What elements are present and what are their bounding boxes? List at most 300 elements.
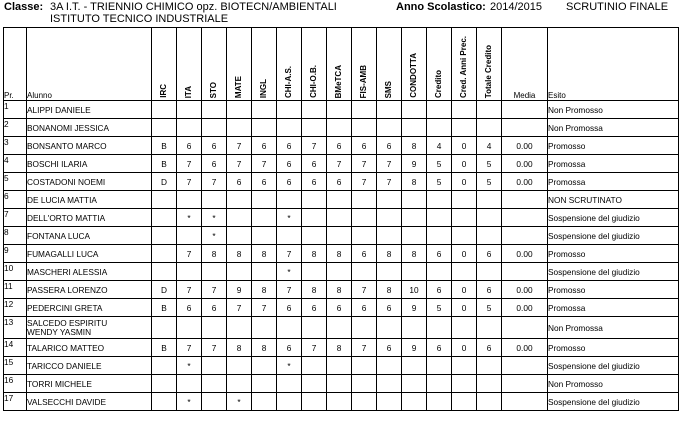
student-number: 1: [4, 101, 27, 119]
mark-cell: [152, 101, 177, 119]
mark-cell: *: [227, 393, 252, 411]
col-chi-ob: CHI-O.B.: [302, 28, 327, 101]
media-cell: [502, 375, 548, 393]
mark-cell: D: [152, 173, 177, 191]
classe-label: Classe:: [4, 1, 44, 13]
mark-cell: 6: [477, 245, 502, 263]
mark-cell: 6: [177, 137, 202, 155]
mark-cell: B: [152, 299, 177, 317]
student-name: PASSERA LORENZO: [27, 281, 152, 299]
col-bmetca: BMeTCA: [327, 28, 352, 101]
mark-cell: B: [152, 155, 177, 173]
mark-cell: 8: [377, 245, 402, 263]
student-row: [4, 299, 679, 317]
mark-cell: 7: [352, 339, 377, 357]
mark-cell: [452, 227, 477, 245]
student-name: FONTANA LUCA: [27, 227, 152, 245]
mark-cell: [427, 227, 452, 245]
mark-cell: 6: [277, 173, 302, 191]
mark-cell: [227, 209, 252, 227]
mark-cell: 8: [302, 245, 327, 263]
mark-cell: *: [277, 209, 302, 227]
mark-cell: B: [152, 137, 177, 155]
mark-cell: [227, 375, 252, 393]
mark-cell: [477, 209, 502, 227]
student-number: 4: [4, 155, 27, 173]
student-number: 9: [4, 245, 27, 263]
student-name: BONSANTO MARCO: [27, 137, 152, 155]
mark-cell: [277, 191, 302, 209]
mark-cell: 6: [252, 173, 277, 191]
col-ingl: INGL: [252, 28, 277, 101]
mark-cell: 7: [352, 155, 377, 173]
mark-cell: [427, 375, 452, 393]
mark-cell: [452, 119, 477, 137]
mark-cell: 9: [402, 299, 427, 317]
mark-cell: 6: [277, 137, 302, 155]
student-name: COSTADONI NOEMI: [27, 173, 152, 191]
mark-cell: [352, 119, 377, 137]
mark-cell: [352, 357, 377, 375]
mark-cell: [477, 375, 502, 393]
mark-cell: B: [152, 339, 177, 357]
esito-cell: Sospensione del giudizio: [548, 227, 679, 245]
mark-cell: [452, 101, 477, 119]
mark-cell: [252, 317, 277, 339]
media-cell: [502, 119, 548, 137]
esito-cell: Promossa: [548, 299, 679, 317]
mark-cell: 6: [377, 137, 402, 155]
mark-cell: [452, 317, 477, 339]
mark-cell: 6: [477, 281, 502, 299]
mark-cell: [252, 101, 277, 119]
mark-cell: [302, 101, 327, 119]
mark-cell: *: [177, 393, 202, 411]
mark-cell: 0: [452, 155, 477, 173]
mark-cell: [402, 191, 427, 209]
mark-cell: 7: [227, 299, 252, 317]
mark-cell: [352, 209, 377, 227]
mark-cell: 8: [252, 339, 277, 357]
mark-cell: [377, 317, 402, 339]
mark-cell: 6: [302, 299, 327, 317]
istituto-name: ISTITUTO TECNICO INDUSTRIALE: [50, 13, 229, 25]
mark-cell: 8: [327, 245, 352, 263]
student-row: [4, 339, 679, 357]
mark-cell: 6: [227, 173, 252, 191]
mark-cell: [277, 101, 302, 119]
mark-cell: 6: [277, 299, 302, 317]
student-name-line2: WENDY YASMIN: [27, 326, 92, 337]
student-name: TARICCO DANIELE: [27, 357, 152, 375]
col-ita: ITA: [177, 28, 202, 101]
col-mate: MATE: [227, 28, 252, 101]
col-fis-amb: FIS-AMB: [352, 28, 377, 101]
student-number: 6: [4, 191, 27, 209]
col-cred-anni-prec: Cred. Anni Prec.: [452, 28, 477, 101]
mark-cell: 7: [202, 281, 227, 299]
mark-cell: 7: [277, 281, 302, 299]
mark-cell: [352, 317, 377, 339]
student-row: [4, 101, 679, 119]
mark-cell: [177, 119, 202, 137]
mark-cell: [327, 317, 352, 339]
mark-cell: 7: [202, 339, 227, 357]
student-number: 8: [4, 227, 27, 245]
report-header: [0, 0, 681, 28]
esito-cell: Sospensione del giudizio: [548, 263, 679, 281]
mark-cell: 6: [427, 245, 452, 263]
mark-cell: [152, 263, 177, 281]
classe-value: 3A I.T. - TRIENNIO CHIMICO opz. BIOTECN/AMBIENTALI: [50, 1, 337, 13]
student-name-line1: SALCEDO ESPIRITU: [27, 317, 108, 328]
mark-cell: 7: [377, 173, 402, 191]
student-row: [4, 357, 679, 375]
mark-cell: [477, 393, 502, 411]
header-row: [4, 28, 679, 101]
mark-cell: [302, 119, 327, 137]
mark-cell: [377, 357, 402, 375]
mark-cell: [427, 357, 452, 375]
mark-cell: [252, 393, 277, 411]
mark-cell: 7: [277, 245, 302, 263]
mark-cell: 7: [227, 155, 252, 173]
mark-cell: 8: [402, 173, 427, 191]
mark-cell: [377, 393, 402, 411]
mark-cell: 6: [352, 245, 377, 263]
mark-cell: [477, 357, 502, 375]
mark-cell: [327, 119, 352, 137]
report-title: SCRUTINIO FINALE: [566, 1, 669, 13]
media-cell: [502, 227, 548, 245]
mark-cell: [327, 101, 352, 119]
mark-cell: 7: [177, 339, 202, 357]
mark-cell: 7: [352, 281, 377, 299]
student-name: VALSECCHI DAVIDE: [27, 393, 152, 411]
mark-cell: [352, 227, 377, 245]
mark-cell: [177, 317, 202, 339]
mark-cell: [152, 245, 177, 263]
mark-cell: [477, 263, 502, 281]
mark-cell: [252, 119, 277, 137]
mark-cell: [352, 393, 377, 411]
mark-cell: [302, 357, 327, 375]
mark-cell: [427, 101, 452, 119]
mark-cell: 6: [377, 339, 402, 357]
mark-cell: [177, 191, 202, 209]
student-number: 2: [4, 119, 27, 137]
student-row: [4, 173, 679, 191]
mark-cell: [477, 191, 502, 209]
mark-cell: [377, 263, 402, 281]
student-row: [4, 137, 679, 155]
mark-cell: 7: [302, 339, 327, 357]
mark-cell: 6: [302, 155, 327, 173]
mark-cell: 6: [277, 339, 302, 357]
mark-cell: [277, 227, 302, 245]
mark-cell: [202, 393, 227, 411]
mark-cell: 6: [202, 299, 227, 317]
mark-cell: [377, 191, 402, 209]
mark-cell: [377, 375, 402, 393]
student-name: MASCHERI ALESSIA: [27, 263, 152, 281]
mark-cell: [352, 263, 377, 281]
mark-cell: D: [152, 281, 177, 299]
mark-cell: 5: [477, 155, 502, 173]
mark-cell: [177, 101, 202, 119]
mark-cell: 0: [452, 339, 477, 357]
mark-cell: 6: [277, 155, 302, 173]
mark-cell: 7: [177, 173, 202, 191]
esito-cell: Non Promossa: [548, 317, 679, 339]
mark-cell: 4: [477, 137, 502, 155]
mark-cell: 6: [302, 173, 327, 191]
esito-cell: Sospensione del giudizio: [548, 209, 679, 227]
esito-cell: Promossa: [548, 155, 679, 173]
mark-cell: [227, 357, 252, 375]
mark-cell: [277, 317, 302, 339]
mark-cell: 10: [402, 281, 427, 299]
media-cell: [502, 317, 548, 339]
mark-cell: 6: [352, 137, 377, 155]
student-rows: [4, 101, 679, 411]
mark-cell: [402, 357, 427, 375]
mark-cell: 0: [452, 281, 477, 299]
mark-cell: [377, 101, 402, 119]
mark-cell: 8: [252, 281, 277, 299]
mark-cell: [452, 191, 477, 209]
esito-cell: Promosso: [548, 245, 679, 263]
mark-cell: 5: [477, 299, 502, 317]
mark-cell: [427, 317, 452, 339]
mark-cell: [352, 101, 377, 119]
student-number: 10: [4, 263, 27, 281]
mark-cell: 9: [402, 155, 427, 173]
student-number: 5: [4, 173, 27, 191]
mark-cell: [327, 227, 352, 245]
mark-cell: [152, 209, 177, 227]
mark-cell: [452, 209, 477, 227]
mark-cell: 7: [302, 137, 327, 155]
mark-cell: 8: [202, 245, 227, 263]
mark-cell: 5: [427, 173, 452, 191]
esito-cell: Sospensione del giudizio: [548, 393, 679, 411]
mark-cell: [302, 227, 327, 245]
mark-cell: [227, 101, 252, 119]
mark-cell: [177, 227, 202, 245]
mark-cell: 8: [402, 137, 427, 155]
mark-cell: [227, 119, 252, 137]
mark-cell: [202, 119, 227, 137]
mark-cell: 0: [452, 137, 477, 155]
mark-cell: [252, 357, 277, 375]
media-cell: 0.00: [502, 299, 548, 317]
mark-cell: [402, 227, 427, 245]
mark-cell: *: [277, 357, 302, 375]
mark-cell: [302, 393, 327, 411]
esito-cell: Promossa: [548, 173, 679, 191]
col-condotta: CONDOTTA: [402, 28, 427, 101]
mark-cell: 8: [327, 281, 352, 299]
mark-cell: [252, 209, 277, 227]
mark-cell: [302, 317, 327, 339]
mark-cell: [402, 263, 427, 281]
mark-cell: [402, 209, 427, 227]
esito-cell: Promosso: [548, 281, 679, 299]
col-irc: IRC: [152, 28, 177, 101]
mark-cell: *: [202, 209, 227, 227]
mark-cell: [252, 263, 277, 281]
mark-cell: [477, 317, 502, 339]
mark-cell: [152, 119, 177, 137]
student-name: [27, 317, 152, 339]
student-row: [4, 209, 679, 227]
mark-cell: [302, 263, 327, 281]
mark-cell: [152, 227, 177, 245]
student-name: ALIPPI DANIELE: [27, 101, 152, 119]
mark-cell: [427, 263, 452, 281]
mark-cell: 7: [252, 155, 277, 173]
mark-cell: [202, 263, 227, 281]
mark-cell: [277, 393, 302, 411]
mark-cell: [402, 101, 427, 119]
mark-cell: 8: [377, 281, 402, 299]
student-name: TORRI MICHELE: [27, 375, 152, 393]
mark-cell: 6: [427, 339, 452, 357]
mark-cell: [427, 191, 452, 209]
media-cell: [502, 357, 548, 375]
mark-cell: *: [177, 357, 202, 375]
mark-cell: 0: [452, 299, 477, 317]
mark-cell: [202, 357, 227, 375]
col-credito: Credito: [427, 28, 452, 101]
mark-cell: [402, 375, 427, 393]
student-number: 13: [4, 317, 27, 339]
mark-cell: [377, 119, 402, 137]
mark-cell: 7: [177, 155, 202, 173]
esito-cell: Non Promosso: [548, 101, 679, 119]
mark-cell: [202, 191, 227, 209]
student-name: FUMAGALLI LUCA: [27, 245, 152, 263]
mark-cell: 6: [202, 155, 227, 173]
mark-cell: [152, 393, 177, 411]
col-chi-as: CHI-A.S.: [277, 28, 302, 101]
col-totale-credito: Totale Credito: [477, 28, 502, 101]
mark-cell: [177, 375, 202, 393]
anno-label: Anno Scolastico:: [396, 1, 486, 13]
mark-cell: 6: [327, 173, 352, 191]
mark-cell: [477, 101, 502, 119]
student-number: 7: [4, 209, 27, 227]
mark-cell: [452, 393, 477, 411]
mark-cell: [152, 191, 177, 209]
mark-cell: 4: [427, 137, 452, 155]
esito-cell: Promosso: [548, 339, 679, 357]
mark-cell: 6: [327, 137, 352, 155]
mark-cell: [252, 227, 277, 245]
mark-cell: 7: [352, 173, 377, 191]
mark-cell: 7: [202, 173, 227, 191]
student-name: PEDERCINI GRETA: [27, 299, 152, 317]
student-row: [4, 119, 679, 137]
mark-cell: [202, 101, 227, 119]
mark-cell: [352, 191, 377, 209]
col-sms: SMS: [377, 28, 402, 101]
media-cell: 0.00: [502, 281, 548, 299]
mark-cell: [327, 209, 352, 227]
mark-cell: 8: [302, 281, 327, 299]
mark-cell: 9: [227, 281, 252, 299]
student-name: DELL'ORTO MATTIA: [27, 209, 152, 227]
student-row: [4, 281, 679, 299]
mark-cell: 6: [252, 137, 277, 155]
mark-cell: [302, 375, 327, 393]
media-cell: 0.00: [502, 245, 548, 263]
mark-cell: [427, 393, 452, 411]
esito-cell: Non Promosso: [548, 375, 679, 393]
mark-cell: 7: [252, 299, 277, 317]
mark-cell: [452, 357, 477, 375]
mark-cell: 7: [327, 155, 352, 173]
mark-cell: [277, 119, 302, 137]
student-name: TALARICO MATTEO: [27, 339, 152, 357]
mark-cell: [152, 375, 177, 393]
student-row: [4, 245, 679, 263]
mark-cell: [252, 375, 277, 393]
mark-cell: [152, 317, 177, 339]
student-row: [4, 227, 679, 245]
col-pr: Pr.: [4, 28, 27, 101]
mark-cell: [277, 375, 302, 393]
student-number: 12: [4, 299, 27, 317]
mark-cell: [402, 119, 427, 137]
mark-cell: [227, 317, 252, 339]
mark-cell: [327, 375, 352, 393]
mark-cell: 7: [377, 155, 402, 173]
mark-cell: 8: [227, 339, 252, 357]
esito-cell: Promosso: [548, 137, 679, 155]
mark-cell: 7: [177, 281, 202, 299]
esito-cell: Sospensione del giudizio: [548, 357, 679, 375]
media-cell: 0.00: [502, 173, 548, 191]
mark-cell: 8: [252, 245, 277, 263]
media-cell: [502, 101, 548, 119]
mark-cell: 6: [427, 281, 452, 299]
mark-cell: [327, 357, 352, 375]
student-name: DE LUCIA MATTIA: [27, 191, 152, 209]
mark-cell: [302, 209, 327, 227]
col-alunno: Alunno: [27, 28, 152, 101]
student-number: 17: [4, 393, 27, 411]
mark-cell: [302, 191, 327, 209]
col-esito: Esito: [548, 28, 679, 101]
mark-cell: [202, 317, 227, 339]
mark-cell: *: [202, 227, 227, 245]
student-name: BOSCHI ILARIA: [27, 155, 152, 173]
student-row: [4, 263, 679, 281]
student-number: 11: [4, 281, 27, 299]
mark-cell: [227, 227, 252, 245]
mark-cell: [152, 357, 177, 375]
student-row: [4, 375, 679, 393]
esito-cell: NON SCRUTINATO: [548, 191, 679, 209]
media-cell: 0.00: [502, 137, 548, 155]
mark-cell: 8: [227, 245, 252, 263]
student-number: 3: [4, 137, 27, 155]
mark-cell: [427, 119, 452, 137]
mark-cell: [227, 191, 252, 209]
esito-cell: Non Promossa: [548, 119, 679, 137]
